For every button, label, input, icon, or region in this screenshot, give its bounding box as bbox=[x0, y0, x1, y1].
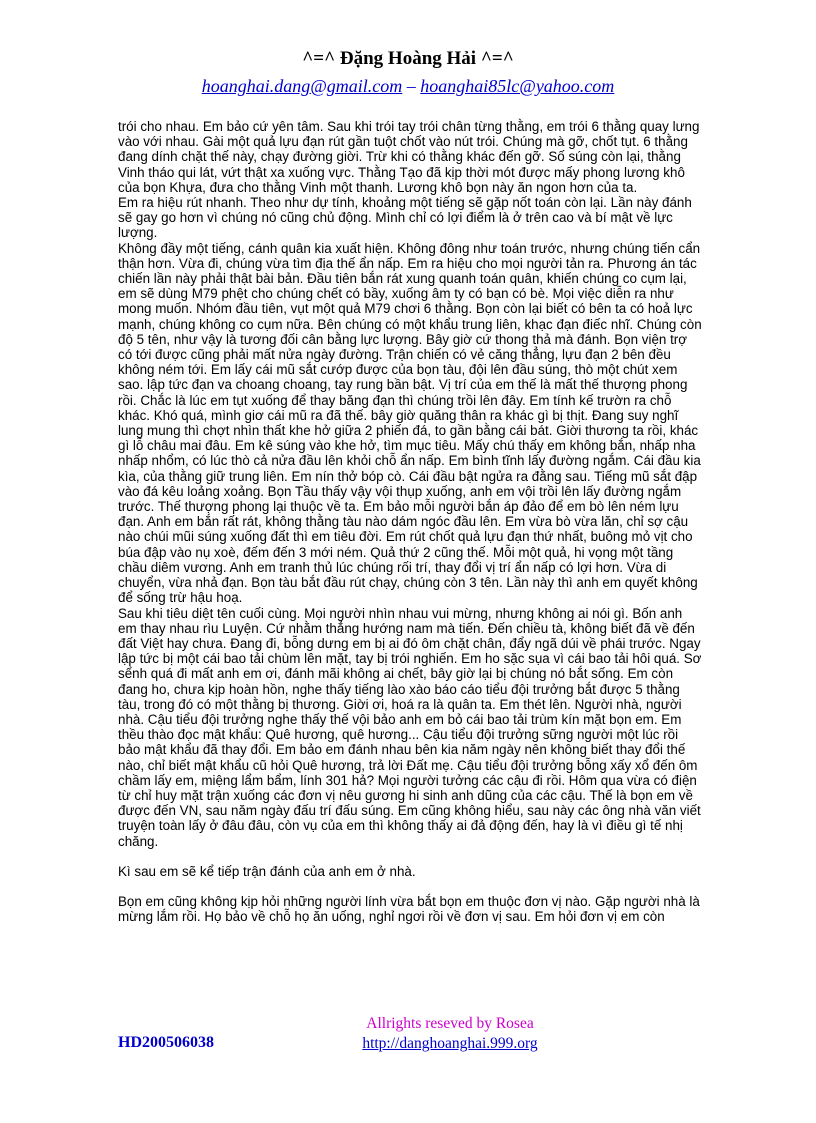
footer-credits bbox=[340, 1014, 560, 1054]
copyright-notice: Allrights reseved by Rosea bbox=[366, 1015, 534, 1032]
paragraph: Không đầy một tiếng, cánh quân kia xuất hiện. Không đông như toán trước, nhưng chúng tiến cẩn thận hơn. Vừa đi, chúng vừa tìm địa thế ẩn nấp. Em ra hiệu cho mọi người tản ra. Phương án tác chiến lần này phải thật bài bản. Đầu tiên bắn rát xung quanh toán quân, khiến chúng co cụm lại, em sẽ dùng M79 phệt cho chúng chết có bầy, xuống âm ty có bạn có bè. Mọi việc diễn ra như mong muốn. Nhóm đầu tiên, vụt một quả M79 chơi 6 thằng. Bọn còn lại biết có bên ta có hoả lực mạnh, chúng không co cụm nữa. Bên chúng có một khẩu trung liên, khạc đạn điếc nhĩ. Chúng còn độ 5 tên, như vậy là tương đối cân bằng lực lượng. Bây giờ cứ thong thả mà đánh. Bọn viện trợ có tới được cũng phải mất nửa ngày đường. Trận chiến có vẻ căng thẳng, lựu đạn 2 bên đều không ném tới. Em lấy cái mũ sắt cướp được của bọn tàu, đội lên đầu súng, thò một chút xem sao. lập tức đạn va choang choang, tay rung bần bật. Vị trí của em thế là mất thế thượng phong rồi. Chắc là lúc em tụt xuống để thay băng đạn thì chúng trồi lên đây. Em tính kế trườn ra chỗ khác. Khó quá, mình giơ cái mũ ra đã thế. bây giờ quăng thân ra khác gì bị thịt. Đang suy nghĩ lung mung thì chợt nhìn thất khe hở giữa 2 phiến đá, to gần bằng cái bát. Giời thương ta rồi, khác gì lỗ châu mai đâu. Em kê súng vào khe hở, tìm mục tiêu. Mấy chú thấy em không bắn, nhấp nha nhấp nhổm, có lúc thò cả nửa đầu lên khỏi chỗ ẩn nấp. Em bình tĩnh lấy đường ngắm. Cái đầu kia kìa, của thằng giữ trung liên. Em nín thở bóp cò. Cái đầu bật ngửa ra đằng sau. Tiếng mũ sắt đập vào đá kêu loảng xoảng. Bọn Tầu thấy vậy vội thụp xuống, anh em vội trồi lên lấy đường ngắm trước. Thế thượng phong lại thuộc về ta. Em bảo mỗi người bắn áp đảo để em bò lên ném lựu đạn. Anh em bắn rất rát, không thằng tàu nào dám ngóc đầu lên. Em vừa bò vừa lăn, chỉ sợ cậu nào chúi mũi súng xuống đất thì em tiêu đời. Em rút chốt quả lựu đạn thứ nhất, buông mỏ vịt cho búa đập vào nụ xoè, đếm đến 3 mới ném. Quả thứ 2 cũng thế. Mỗi một quả, hi vọng một tầng chầu diêm vương. Anh em tranh thủ lúc chúng rối trí, thay đổi vị trí ẩn nấp có lợi hơn. Vừa di chuyển, vừa nhả đạn. Bọn tàu bắt đầu rút chạy, chúng còn 3 tên. Lần này thì anh em quyết không để sống trừ hậu hoạ. bbox=[118, 240, 702, 606]
email-link-yahoo[interactable]: hoanghai85lc@yahoo.com bbox=[420, 76, 615, 96]
email-separator: – bbox=[402, 76, 421, 96]
website-link[interactable]: http://danghoanghai.999.org bbox=[362, 1035, 538, 1052]
email-link-gmail[interactable]: hoanghai.dang@gmail.com bbox=[201, 76, 403, 96]
document-id: HD200506038 bbox=[118, 1034, 214, 1051]
author-title: ^=^ Đặng Hoàng Hải ^=^ bbox=[302, 48, 514, 69]
author-contact-line bbox=[0, 75, 816, 97]
story-body bbox=[118, 119, 702, 924]
paragraph: Bọn em cũng không kịp hỏi những người lính vừa bắt bọn em thuộc đơn vị nào. Gặp người nhà là mừng lắm rồi. Họ bảo về chỗ họ ăn uống, nghỉ ngơi rồi về đơn vị sau. Em hỏi đơn vị em còn bbox=[118, 893, 700, 925]
paragraph: Sau khi tiêu diệt tên cuối cùng. Mọi người nhìn nhau vui mừng, nhưng không ai nói gì. Bốn anh em thay nhau rìu Luyện. Cứ nhằm thẳng hướng nam mà tiến. Đến chiều tà, không biết đã về đến đất Việt hay chưa. Đang đi, bỗng dưng em bị ai đó ôm chặt chân, đẩy ngã dúi về phái trước. Ngay lập tức bị một cái bao tải chùm lên mặt, tay bị trói nghiến. Em ho sặc sụa vì cái bao tải hôi quá. Sơ sểnh quá đi mất anh em ơi, đánh mãi không ai chết, bây giờ lại bị chúng nó bắt sống. Em còn đang ho, chưa kịp hoàn hồn, nghe thấy tiếng lào xào báo cáo tiểu đội trưởng bắt được 5 thằng tàu, trong đó có một thằng bị thương. Giời ơi, hoá ra là quân ta. Em thét lên. Người nhà, người nhà. Cậu tiểu đội trưởng nghe thấy thế vội bảo anh em bỏ cái bao tải trùm kín mặt bọn em. Em thều thào đọc mật khẩu: Quê hương, quê hương... Cậu tiểu đội trưởng sững người một lúc rồi bảo mật khẩu đã thay đổi. Em bảo em đánh nhau bên kia năm ngày nên không biết thay đổi thế nào, chỉ biết mật khẩu cũ hỏi Quê hương, trả lời Đất mẹ. Cậu tiểu đội trưởng bỗng xấy xổ đến ôm chầm lấy em, miệng lẩm bẩm, lính 301 hả? Mọi người tưởng các cậu đi rồi. Hôm qua vừa có điện từ chỉ huy mặt trận xuống các đơn vị nêu gương hi sinh anh dũng của các cậu. Thế là bọn em về được đến VN, sau năm ngày đấu trí đấu súng. Em cũng không hiểu, sau này các ông nhà văn viết truyện toàn lấy ở đâu đâu, còn vụ của em thì không thấy ai đả động đến, hay là vì điều gì tế nhị chăng. bbox=[118, 605, 702, 849]
paragraph: Em ra hiệu rút nhanh. Theo như dự tính, khoảng một tiếng sẽ gặp nốt toán còn lại. Lần này đánh sẽ gay go hơn vì chúng nó cũng chủ động. Mình chỉ có lợi điểm là ở trên cao và bí mật về lực lượng. bbox=[118, 195, 692, 241]
paragraph: Kì sau em sẽ kể tiếp trận đánh của anh em ở nhà. bbox=[118, 863, 416, 879]
paragraph: trói cho nhau. Em bảo cứ yên tâm. Sau khi trói tay trói chân từng thằng, em trói 6 thằng quay lưng vào với nhau. Gài một quả lựu đạn rút gần tuột chốt vào nút trói. Chúng mà gỡ, chốt tụt. 6 thằng đang dính chặt thế này, chạy đường giời. Trừ khi có thằng khác đến gỡ. Số súng còn lại, thằng Vinh tháo qui lát, vứt thật xa xuống vực. Thằng Tạo đã kịp thời mót được mấy phong lương khô của bọn Khựa, đưa cho thằng Vinh một thanh. Lương khô bọn này ăn ngon hơn của ta. bbox=[118, 119, 700, 195]
